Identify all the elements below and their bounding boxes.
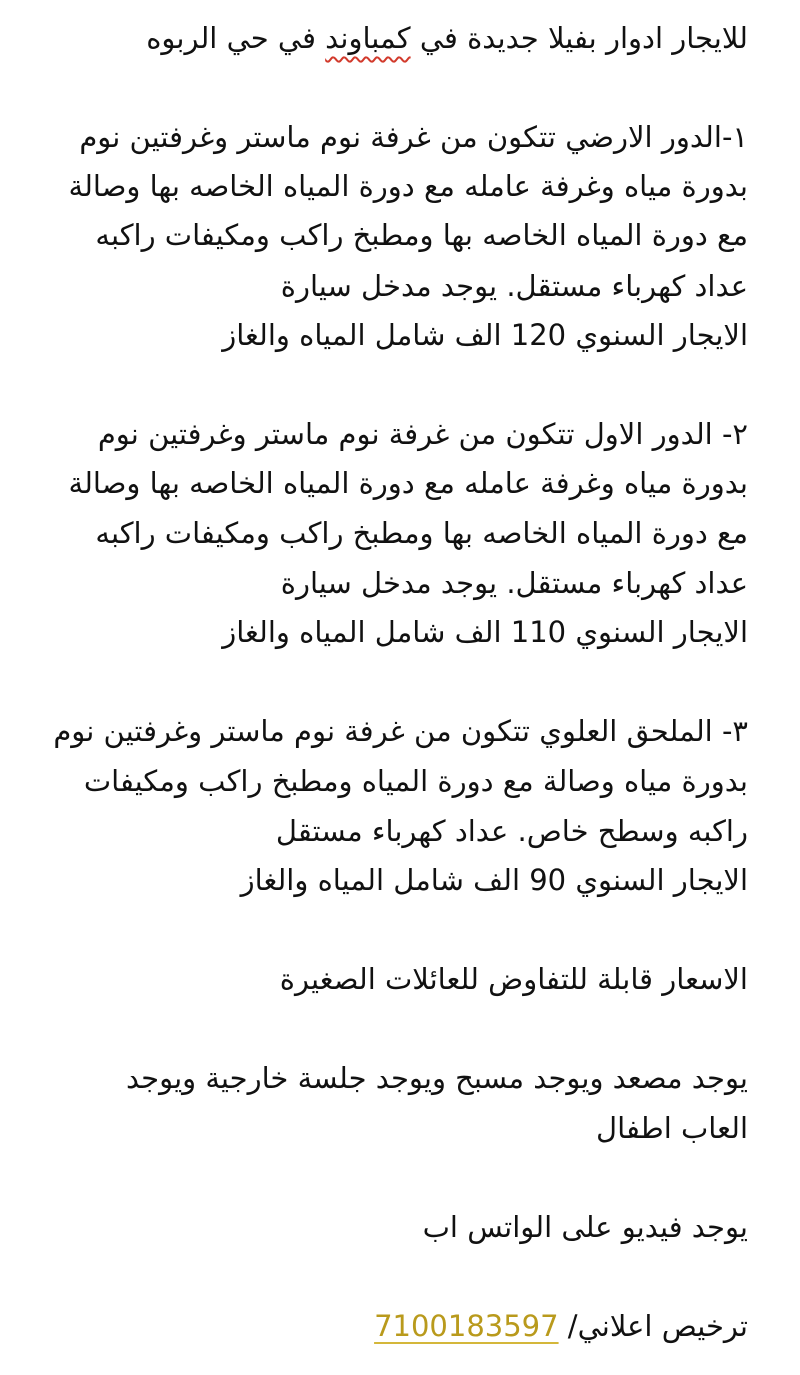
amenities-line-1: يوجد مصعد ويوجد مسبح ويوجد جلسة خارجية ويوجد <box>125 1061 748 1095</box>
section3-rent-line: الايجار السنوي 90 الف شامل المياه والغاز <box>240 863 748 897</box>
section2-line-1: ٢- الدور الاول تتكون من غرفة نوم ماستر وغرفتين نوم <box>97 417 748 451</box>
section1-line-2: بدورة مياه وغرفة عامله مع دورة المياه الخاصه بها وصالة <box>68 169 748 203</box>
license-number-link[interactable]: 7100183597 <box>374 1309 559 1343</box>
misspelled-word[interactable]: كمباوند <box>325 21 411 55</box>
header-text-before: للايجار ادوار بفيلا جديدة في <box>410 21 748 55</box>
negotiable-note: الاسعار قابلة للتفاوض للعائلات الصغيرة <box>279 962 748 996</box>
amenities-line-2: العاب اطفال <box>596 1111 748 1145</box>
license-line <box>374 1308 748 1344</box>
header-line <box>146 20 748 56</box>
section2-line-2: بدورة مياه وغرفة عامله مع دورة المياه الخاصه بها وصالة <box>68 466 748 500</box>
section1-rent-line: الايجار السنوي 120 الف شامل المياه والغاز <box>222 318 748 352</box>
section1-line-4: عداد كهرباء مستقل. يوجد مدخل سيارة <box>280 269 748 303</box>
section3-line-1: ٣- الملحق العلوي تتكون من غرفة نوم ماستر وغرفتين نوم <box>53 714 748 748</box>
license-label: ترخيص اعلاني/ <box>558 1309 748 1343</box>
section1-line-3: مع دورة المياه الخاصه بها ومطبخ راكب ومكيفات راكبه <box>95 218 748 252</box>
section2-line-3: مع دورة المياه الخاصه بها ومطبخ راكب ومكيفات راكبه <box>95 516 748 550</box>
section1-line-1: ١-الدور الارضي تتكون من غرفة نوم ماستر وغرفتين نوم <box>79 120 748 154</box>
header-text-after: في حي الربوه <box>146 21 326 55</box>
section3-line-3: راكبه وسطح خاص. عداد كهرباء مستقل <box>275 814 748 848</box>
section3-line-2: بدورة مياه وصالة مع دورة المياه ومطبخ راكب ومكيفات <box>83 764 748 798</box>
video-note: يوجد فيديو على الواتس اب <box>422 1210 748 1244</box>
section2-line-4: عداد كهرباء مستقل. يوجد مدخل سيارة <box>280 566 748 600</box>
section2-rent-line: الايجار السنوي 110 الف شامل المياه والغاز <box>222 615 748 649</box>
